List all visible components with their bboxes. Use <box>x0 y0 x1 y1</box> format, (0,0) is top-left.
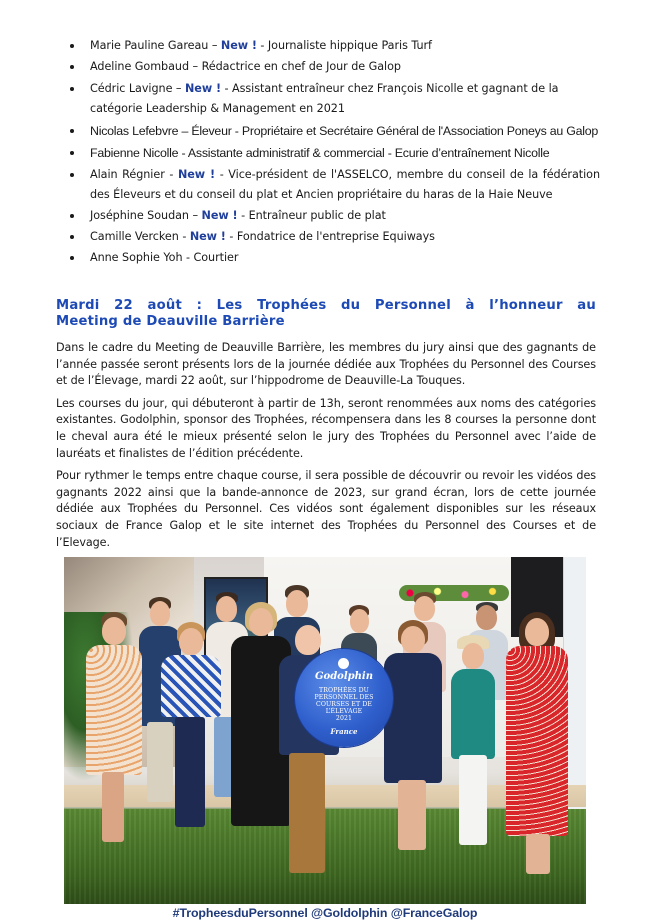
separator: – <box>172 81 185 95</box>
member-description: Assistante administratif & commercial - Ecurie d’entraînement Nicolle <box>187 145 550 160</box>
member-name: Adeline Gombaud <box>90 60 189 74</box>
bullet-icon <box>70 151 74 155</box>
godolphin-logo-icon <box>338 658 349 669</box>
placard-brand: Godolphin <box>314 671 373 683</box>
jury-list-item <box>55 206 600 226</box>
member-description: - Assistant entraîneur chez François Nicolle et gagnant de la catégorie Leadership & Management en 2021 <box>90 81 559 115</box>
photo-person <box>384 620 442 900</box>
separator: – <box>178 123 192 138</box>
jury-list-item <box>55 79 600 119</box>
placard-footer: France <box>330 727 358 737</box>
jury-list-item <box>55 121 600 141</box>
member-description: - Fondatrice de l'entreprise Equiways <box>225 230 435 244</box>
separator: – <box>189 60 202 74</box>
member-description: - Entraîneur public de plat <box>237 208 386 222</box>
member-description: Éleveur - Propriétaire et Secrétaire Général de l'Association Poneys au Galop <box>191 123 599 138</box>
bullet-icon <box>70 235 74 239</box>
bullet-icon <box>70 173 74 177</box>
member-name: Marie Pauline Gareau <box>90 39 209 52</box>
photo-person <box>159 622 221 902</box>
jury-list-item <box>55 57 600 77</box>
jury-list-item <box>55 248 600 268</box>
separator: – <box>188 208 202 222</box>
jury-list-item <box>55 36 600 56</box>
new-badge: New ! <box>184 81 222 95</box>
member-description: - Journaliste hippique Paris Turf <box>256 39 432 52</box>
jury-list-item <box>55 143 600 163</box>
paragraph-deauville-meeting: Dans le cadre du Meeting de Deauville Barrière, les membres du jury ainsi que des gagnants de l’année passée seront présents lors de la journée dédiée aux Trophées du Personnel des Courses et de l’Élevage, mardi 22 août, sur l’hippodrome de Deauville-La Touques. <box>56 341 596 388</box>
separator: – <box>208 39 221 52</box>
member-description: - Vice-président de l'ASSELCO, membre du conseil de la fédération des Éleveurs et du conseil du plat et Ancien propriétaire du haras de la Haie Neuve <box>90 167 601 201</box>
new-badge: New ! <box>220 39 257 52</box>
section-heading-line1: Mardi 22 août : Les Trophées du Personnel à l’honneur au <box>56 298 596 313</box>
jury-list-item <box>55 165 600 205</box>
member-name: Joséphine Soudan <box>90 208 189 222</box>
new-badge: New ! <box>201 208 238 222</box>
bullet-icon <box>70 44 74 48</box>
bullet-icon <box>70 65 74 69</box>
separator: - <box>178 230 190 244</box>
separator: - <box>178 145 188 160</box>
trophy-placard <box>295 649 393 747</box>
separator: - <box>182 251 194 265</box>
member-description: Rédactrice en chef de Jour de Galop <box>201 60 401 74</box>
photo-caption-hashtags: #TropheesduPersonnel @Goldolphin @FranceGalop <box>172 906 478 921</box>
member-name: Anne Sophie Yoh <box>90 251 183 265</box>
photo-person <box>84 612 142 902</box>
paragraph-races-of-the-day: Les courses du jour, qui débuteront à partir de 13h, seront renommées aux noms des catégories existantes. Godolphin, sponsor des Trophées, récompensera dans les 8 courses la personne dont le cheval aura été le mieux présenté selon le jury des Trophées du Personnel avec l’aide de lauréats et finalistes de l’édition précédente. <box>56 396 596 460</box>
paragraph-videos: Pour rythmer le temps entre chaque course, il sera possible de découvrir ou revoir les vidéos des gagnants 2022 ainsi que la bande-annonce de 2023, sur grand écran, lors de cette journée dédiée aux Trophées du Personnel. Ces vidéos sont également disponibles sur les réseaux sociaux de France Galop et le site internet des Trophées du Personnel des Courses et de l’Elevage. <box>56 469 596 549</box>
section-heading <box>56 298 596 330</box>
member-name: Camille Vercken <box>90 230 179 244</box>
placard-text: TROPHÉES DU PERSONNEL DES COURSES ET DE L’ÉLEVAGE 2021 <box>314 687 374 723</box>
member-name: Fabienne Nicolle <box>90 145 179 160</box>
member-name: Alain Régnier <box>90 167 165 181</box>
member-name: Cédric Lavigne <box>90 81 173 95</box>
jury-member-list <box>55 36 600 270</box>
new-badge: New ! <box>189 230 226 244</box>
new-badge: New ! <box>177 167 216 181</box>
photo-person <box>449 635 497 895</box>
section-heading-line2: Meeting de Deauville Barrière <box>56 314 285 329</box>
bullet-icon <box>70 129 74 133</box>
bullet-icon <box>70 87 74 91</box>
group-photo <box>64 557 586 904</box>
bullet-icon <box>70 214 74 218</box>
photo-person <box>504 612 570 902</box>
article-body <box>56 340 596 921</box>
jury-list-item <box>55 227 600 247</box>
separator: - <box>164 167 178 181</box>
member-name: Nicolas Lefebvre <box>90 123 179 138</box>
member-description: Courtier <box>193 251 239 265</box>
bullet-icon <box>70 256 74 260</box>
placard-year: 2021 <box>335 715 353 723</box>
